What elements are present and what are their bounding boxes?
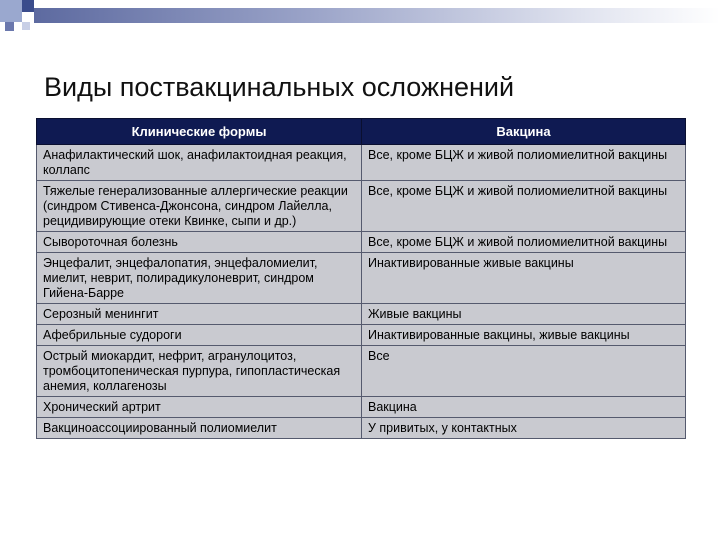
cell-clinical-form: Серозный менингит	[37, 304, 362, 325]
cell-clinical-form: Анафилактический шок, анафилактоидная реакция, коллапс	[37, 145, 362, 181]
cell-clinical-form: Острый миокардит, нефрит, агранулоцитоз, тромбоцитопеническая пурпура, гипопластическая анемия, коллагенозы	[37, 346, 362, 397]
header-clinical-forms: Клинические формы	[37, 119, 362, 145]
cell-clinical-form: Сывороточная болезнь	[37, 232, 362, 253]
table-row	[37, 232, 686, 253]
decor-square	[22, 22, 30, 30]
decor-square	[5, 22, 14, 31]
cell-vaccine: Вакцина	[362, 397, 686, 418]
table-row	[37, 346, 686, 397]
table-row	[37, 397, 686, 418]
cell-vaccine: Инактивированные живые вакцины	[362, 253, 686, 304]
table-row	[37, 181, 686, 232]
decor-square	[22, 0, 34, 12]
cell-clinical-form: Афебрильные судороги	[37, 325, 362, 346]
table-row	[37, 418, 686, 439]
cell-vaccine: Все	[362, 346, 686, 397]
table-row	[37, 304, 686, 325]
cell-clinical-form: Тяжелые генерализованные аллергические реакции (синдром Стивенса-Джонсона, синдром Лайелла, рецидивирующие отеки Квинке, сыпи и др.)	[37, 181, 362, 232]
table-row	[37, 253, 686, 304]
table-header-row	[37, 119, 686, 145]
cell-clinical-form: Вакциноассоциированный полиомиелит	[37, 418, 362, 439]
cell-clinical-form: Хронический артрит	[37, 397, 362, 418]
decor-square	[0, 0, 22, 22]
cell-vaccine: У привитых, у контактных	[362, 418, 686, 439]
slide-title: Виды поствакцинальных осложнений	[44, 72, 515, 102]
cell-vaccine: Все, кроме БЦЖ и живой полиомиелитной вакцины	[362, 181, 686, 232]
cell-vaccine: Все, кроме БЦЖ и живой полиомиелитной вакцины	[362, 232, 686, 253]
cell-clinical-form: Энцефалит, энцефалопатия, энцефаломиелит, миелит, неврит, полирадикулоневрит, синдром Гийена-Барре	[37, 253, 362, 304]
table-row	[37, 145, 686, 181]
table-row	[37, 325, 686, 346]
decor-gradient-bar	[34, 8, 720, 23]
cell-vaccine: Живые вакцины	[362, 304, 686, 325]
complications-table	[36, 118, 686, 439]
cell-vaccine: Все, кроме БЦЖ и живой полиомиелитной вакцины	[362, 145, 686, 181]
cell-vaccine: Инактивированные вакцины, живые вакцины	[362, 325, 686, 346]
header-vaccine: Вакцина	[362, 119, 686, 145]
